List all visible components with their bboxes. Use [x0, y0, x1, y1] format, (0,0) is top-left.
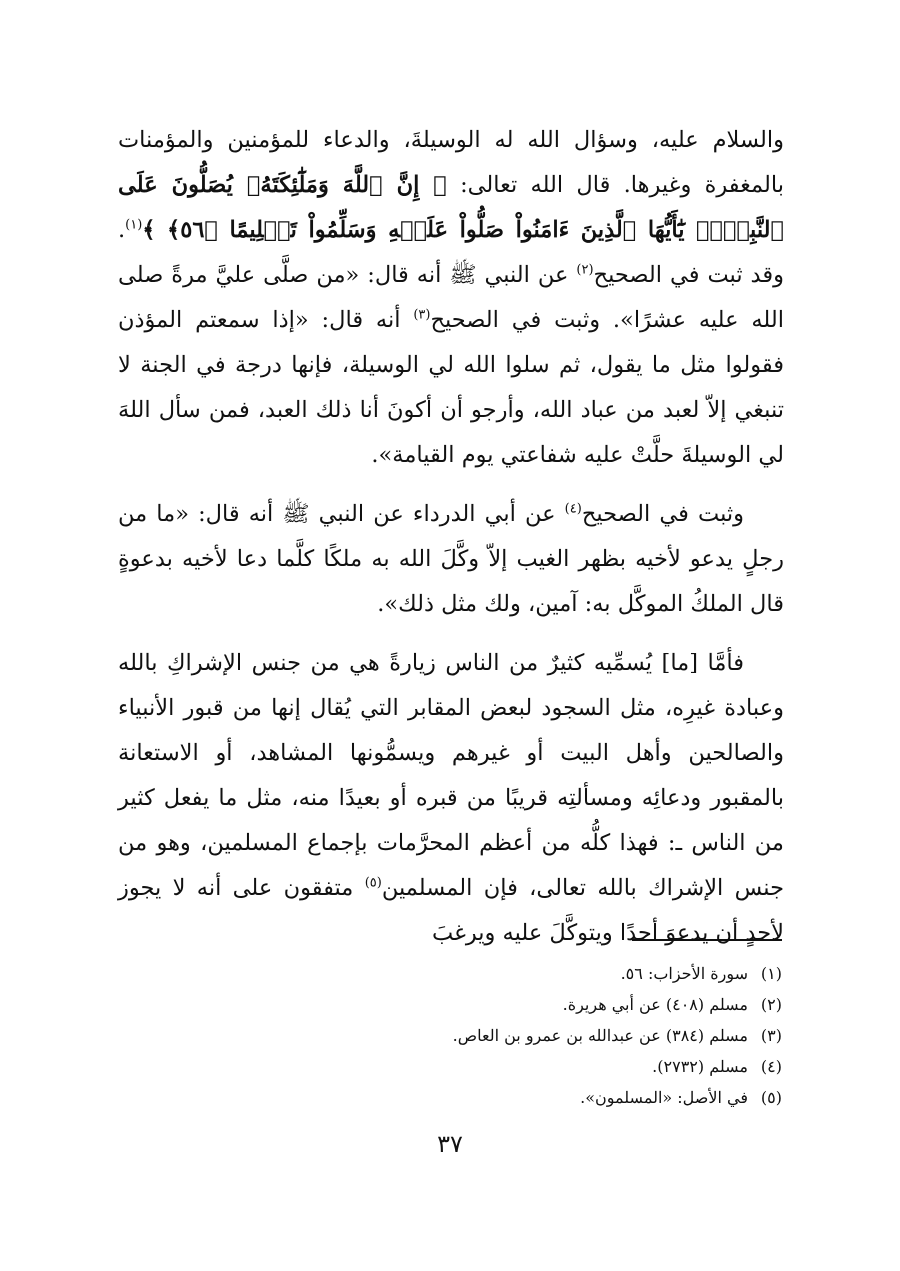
footnote-number: (٣): [760, 1026, 782, 1045]
footnote-text: في الأصل: «المسلمون».: [580, 1088, 748, 1107]
paragraph-text: والسلام عليه، وسؤال الله له الوسيلةَ، والدعاء للمؤمنين والمؤمنات بالمغفرة وغيرها. قال الله تعالى:: [118, 127, 784, 198]
footnote-item: [282, 989, 782, 1020]
footnote-item: [282, 1051, 782, 1082]
quran-verse: ﴿ إِنَّ ٱللَّهَ وَمَلَٰٓئِكَتَهُۥ يُصَلُّونَ عَلَى ٱلنَّبِيِّۚ يَٰٓأَيُّهَا ٱلَّذِينَ ءَامَنُواْ صَلُّواْ عَلَيۡهِ وَسَلِّمُواْ تَسۡلِيمًا ﴿٥٦﴾ ﴾: [118, 172, 784, 243]
footnote-reference: (٢): [576, 262, 594, 278]
paragraph-text: أنه قال: «إذا سمعتم المؤذن فقولوا مثل ما يقول، ثم سلوا الله لي الوسيلة، فإنها درجة في الجنة لا تنبغي إلاّ لعبد من عباد الله، وأرجو أن أكونَ أنا ذلك العبد، فمن سأل اللهَ لي الوسيلةَ حلَّتْ عليه شفاعتي يوم القيامة».: [118, 307, 784, 468]
footnote-number: (٥): [760, 1088, 782, 1107]
paragraph-text: وثبت في الصحيح: [581, 501, 745, 527]
footnote-number: (١): [760, 964, 782, 983]
footnote-reference: (٤): [564, 501, 582, 517]
footnote-number: (٤): [760, 1057, 782, 1076]
paragraph-text: فأمَّا [ما] يُسمِّيه كثيرٌ من الناس زيارةً هي من جنس الإشراكِ بالله وعبادة غيرِه، مثل السجود لبعض المقابر التي يُقال إنها من قبور الأنبياء والصالحين وأهل البيت أو غيرهم ويسمُّونها المشاهد، أو الاستعانة بالمقبور ودعائِه ومسألتِه قريبًا من قبره أو بعيدًا منه، مثل ما يفعل كثير من الناس ـ: فهذا كلُّه من أعظم المحرَّمات بإجماع المسلمين، وهو من جنس الإشراك بالله تعالى، فإن المسلمين: [118, 650, 784, 901]
footnote-separator: [632, 939, 782, 941]
footnote-reference: (١): [125, 217, 143, 233]
page-number: ٣٧: [437, 1130, 463, 1158]
footnote-text: مسلم (٢٧٣٢).: [652, 1057, 748, 1076]
footnote-reference: (٣): [413, 307, 431, 323]
footnote-number: (٢): [760, 995, 782, 1014]
footnote-item: [282, 958, 782, 989]
footnote-item: [282, 1020, 782, 1051]
footnote-item: [282, 1082, 782, 1113]
footnote-reference: (٥): [364, 875, 382, 891]
paragraph-text: متفقون على أنه لا يجوز لأحدٍ أن يدعوَ أحدًا ويتوكَّلَ عليه ويرغبَ: [118, 875, 784, 946]
paragraph-text: عن أبي الدرداء عن النبي ﷺ أنه قال: «ما من رجلٍ يدعو لأخيه بظهر الغيب إلاّ وكَّلَ الله به ملكًا كلَّما دعا لأخيه بدعوةٍ قال الملكُ الموكَّل به: آمين، ولك مثل ذلك».: [118, 501, 784, 617]
paragraph-text: عن النبي ﷺ أنه قال: «من صلَّى عليَّ مرةً صلى الله عليه عشرًا». وثبت في الصحيح: [118, 262, 784, 333]
footnotes-list: [282, 958, 782, 1113]
footnote-text: مسلم (٤٠٨) عن أبي هريرة.: [562, 995, 748, 1014]
paragraph: [118, 492, 784, 627]
paragraph: [118, 118, 784, 478]
footnote-text: سورة الأحزاب: ٥٦.: [620, 964, 748, 983]
paragraph: [118, 641, 784, 956]
page-body: [118, 118, 784, 956]
footnote-text: مسلم (٣٨٤) عن عبدالله بن عمرو بن العاص.: [452, 1026, 748, 1045]
paragraph-text: . وقد ثبت في الصحيح: [118, 217, 784, 288]
